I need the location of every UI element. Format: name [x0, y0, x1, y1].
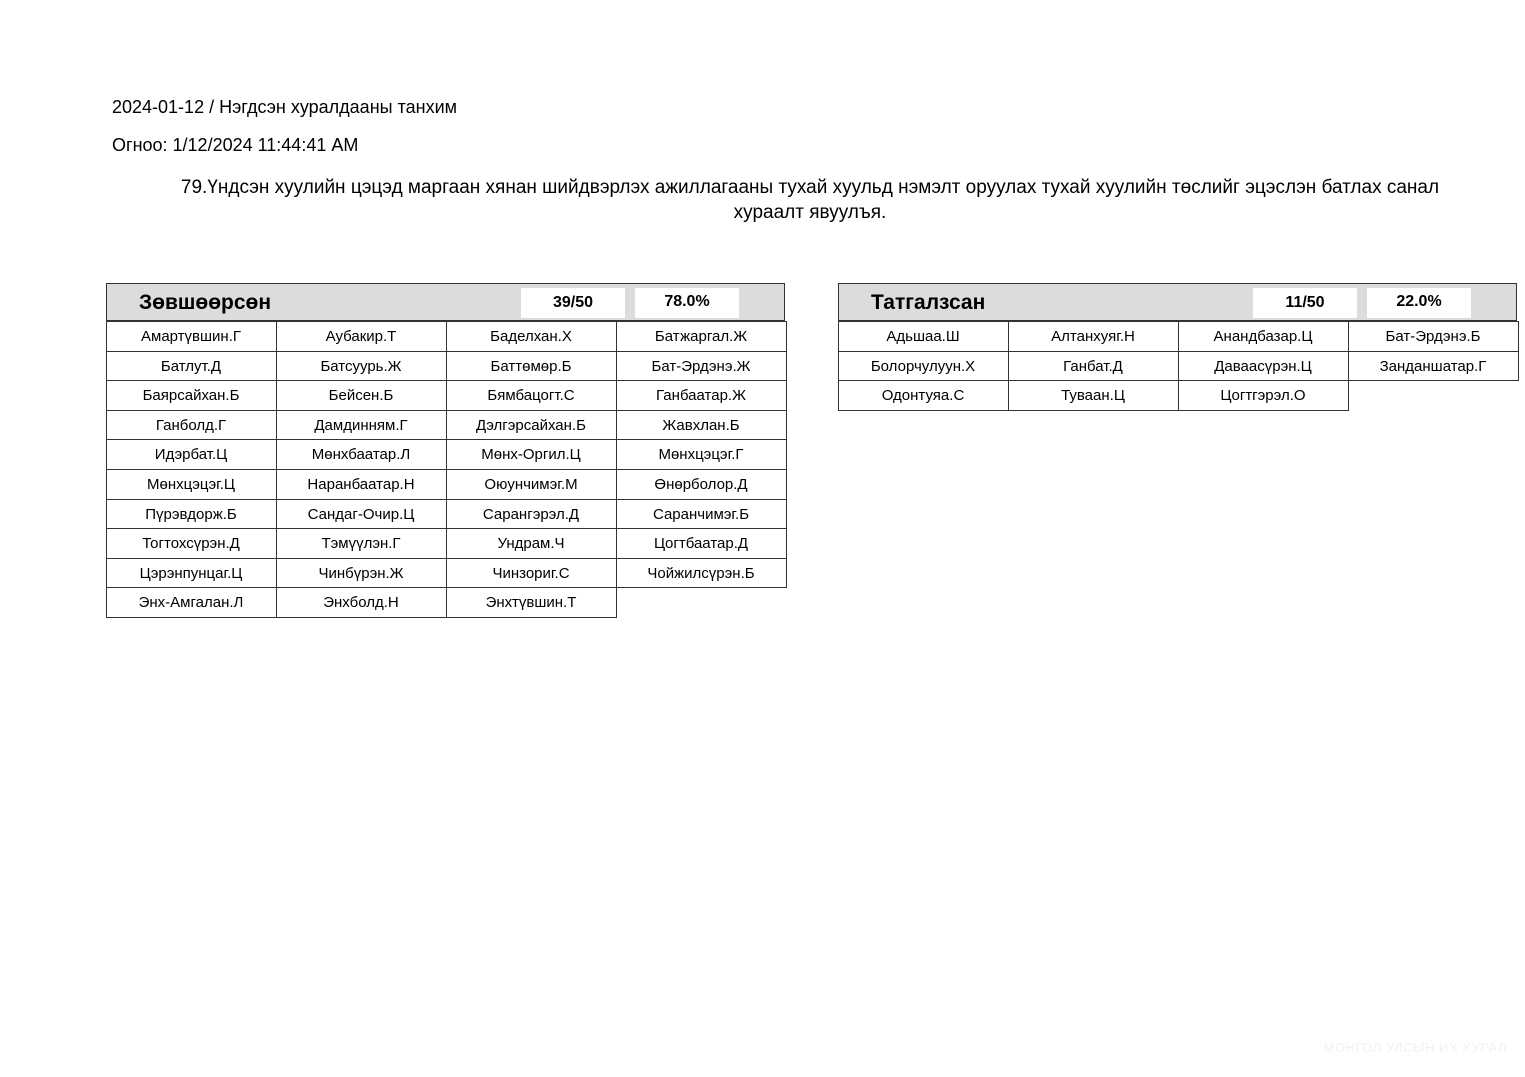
yes-member-name: Мөнхцэцэг.Ц: [106, 469, 277, 500]
no-member-name: Адьшаа.Ш: [838, 321, 1009, 352]
yes-vote-header: [106, 283, 785, 321]
yes-member-name: Батлут.Д: [106, 351, 277, 382]
no-member-name: Цогтгэрэл.О: [1178, 380, 1349, 411]
yes-member-name: Өнөрболор.Д: [616, 469, 787, 500]
no-member-name: Одонтуяа.С: [838, 380, 1009, 411]
yes-member-name: Цэрэнпунцаг.Ц: [106, 558, 277, 589]
yes-member-name: Ганболд.Г: [106, 410, 277, 441]
yes-member-name: Чинбүрэн.Ж: [276, 558, 447, 589]
yes-member-name: Энхтүвшин.Т: [446, 587, 617, 618]
yes-member-name: Мөнхцэцэг.Г: [616, 439, 787, 470]
no-member-name: Даваасүрэн.Ц: [1178, 351, 1349, 382]
yes-member-name: Бейсен.Б: [276, 380, 447, 411]
yes-member-name: Ундрам.Ч: [446, 528, 617, 559]
no-member-name: Анандбазар.Ц: [1178, 321, 1349, 352]
yes-member-name: Сандаг-Очир.Ц: [276, 499, 447, 530]
yes-member-name: Саранчимэг.Б: [616, 499, 787, 530]
motion-title: 79.Үндсэн хуулийн цэцэд маргаан хянан шийдвэрлэх ажиллагааны тухай хуульд нэмэлт оруулах тухай хуулийн төслийг эцэслэн батлах санал хураалт явуулъя.: [180, 177, 1440, 223]
yes-member-name: Чинзориг.С: [446, 558, 617, 589]
no-member-name: Ганбат.Д: [1008, 351, 1179, 382]
no-vote-count: 11/50: [1253, 288, 1357, 318]
yes-member-name: Тэмүүлэн.Г: [276, 528, 447, 559]
yes-member-name: Дамдинням.Г: [276, 410, 447, 441]
yes-member-name: Сарангэрэл.Д: [446, 499, 617, 530]
yes-member-name: Оюунчимэг.М: [446, 469, 617, 500]
yes-member-name: Ганбаатар.Ж: [616, 380, 787, 411]
no-vote-title: Татгалзсан: [871, 291, 986, 314]
yes-member-name: Мөнхбаатар.Л: [276, 439, 447, 470]
yes-member-name: Баярсайхан.Б: [106, 380, 277, 411]
vote-timestamp: Огноо: 1/12/2024 11:44:41 AM: [112, 135, 359, 155]
session-date-line: 2024-01-12 / Нэгдсэн хуралдааны танхим: [112, 97, 457, 117]
yes-member-name: Пүрэвдорж.Б: [106, 499, 277, 530]
no-names-table: [838, 321, 1518, 410]
yes-member-name: Дэлгэрсайхан.Б: [446, 410, 617, 441]
yes-member-name: Энх-Амгалан.Л: [106, 587, 277, 618]
yes-member-name: Энхболд.Н: [276, 587, 447, 618]
yes-member-name: Батсуурь.Ж: [276, 351, 447, 382]
yes-member-name: Мөнх-Оргил.Ц: [446, 439, 617, 470]
watermark: МОНГОЛ УЛСЫН ИХ ХУРАЛ: [1323, 1040, 1507, 1055]
yes-member-name: Бат-Эрдэнэ.Ж: [616, 351, 787, 382]
yes-member-name: Батжаргал.Ж: [616, 321, 787, 352]
yes-member-name: Идэрбат.Ц: [106, 439, 277, 470]
yes-member-name: Тогтохсүрэн.Д: [106, 528, 277, 559]
yes-member-name: Амартүвшин.Г: [106, 321, 277, 352]
yes-member-name: Цогтбаатар.Д: [616, 528, 787, 559]
yes-vote-title: Зөвшөөрсөн: [139, 291, 272, 314]
no-member-name: Болорчулуун.Х: [838, 351, 1009, 382]
yes-vote-count: 39/50: [521, 288, 625, 318]
yes-names-table: [106, 321, 786, 617]
no-member-name: Алтанхуяг.Н: [1008, 321, 1179, 352]
no-member-name: Туваан.Ц: [1008, 380, 1179, 411]
no-member-name: Занданшатар.Г: [1348, 351, 1519, 382]
no-vote-section: [838, 283, 1517, 410]
yes-member-name: Наранбаатар.Н: [276, 469, 447, 500]
no-vote-percent: 22.0%: [1367, 288, 1471, 318]
yes-vote-section: [106, 283, 785, 617]
yes-member-name: Аубакир.Т: [276, 321, 447, 352]
yes-member-name: Бямбацогт.С: [446, 380, 617, 411]
yes-member-name: Жавхлан.Б: [616, 410, 787, 441]
yes-member-name: Баттөмөр.Б: [446, 351, 617, 382]
no-member-name: Бат-Эрдэнэ.Б: [1348, 321, 1519, 352]
no-vote-header: [838, 283, 1517, 321]
yes-vote-percent: 78.0%: [635, 288, 739, 318]
yes-member-name: Чойжилсүрэн.Б: [616, 558, 787, 589]
yes-member-name: Баделхан.Х: [446, 321, 617, 352]
